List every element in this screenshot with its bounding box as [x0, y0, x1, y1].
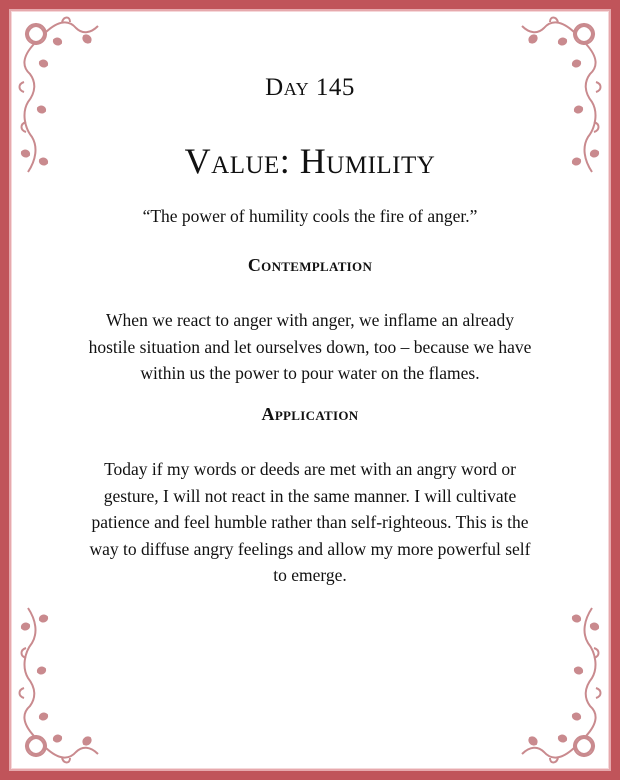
contemplation-line: hostile situation and let ourselves down, too – because we have — [88, 336, 532, 357]
contemplation-heading: Contemplation — [247, 255, 373, 275]
corner-ornament-icon — [14, 598, 110, 768]
quote: “The power of humility cools the fire of anger.” — [142, 206, 478, 226]
contemplation-paragraph — [40, 307, 580, 387]
application-line: to emerge. — [273, 565, 347, 585]
value-title: Value: Humility — [184, 141, 436, 181]
contemplation-line: When we react to anger with anger, we inflame an already — [106, 310, 514, 330]
application-line: way to diffuse angry feelings and allow my more powerful self — [89, 538, 531, 559]
day-label: Day 145 — [265, 74, 355, 101]
application-line: patience and feel humble rather than self-righteous. This is the — [91, 512, 529, 532]
application-line: gesture, I will not react in the same manner. I will cultivate — [103, 485, 517, 506]
application-paragraph — [40, 456, 580, 589]
application-line: Today if my words or deeds are met with an angry word or — [104, 459, 516, 479]
application-heading: Application — [261, 404, 359, 424]
contemplation-line: within us the power to pour water on the flames. — [140, 363, 480, 383]
corner-ornament-icon — [510, 598, 606, 768]
